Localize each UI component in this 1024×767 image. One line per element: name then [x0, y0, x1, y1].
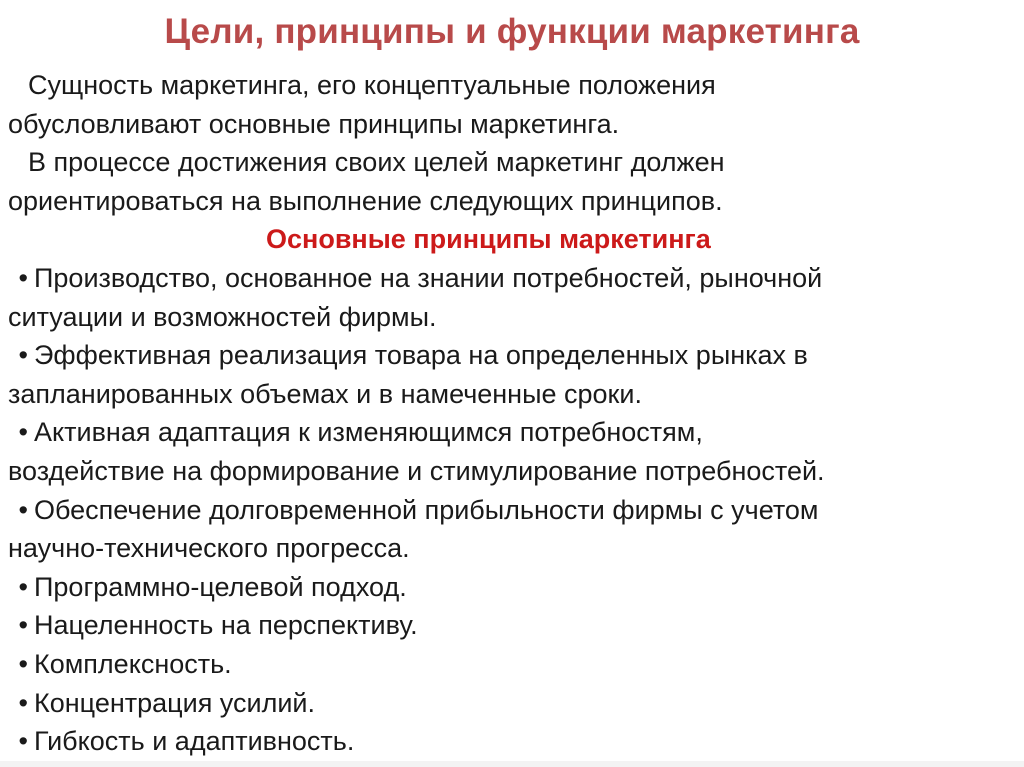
bullet-icon: •: [18, 494, 28, 525]
bullet-item-8: [8, 684, 1008, 723]
bullet-icon: •: [18, 340, 28, 371]
bullet-item-2-lead: Эффективная реализация товара на определенных рынках в: [34, 340, 808, 371]
bullet-item-6-lead: Нацеленность на перспективу.: [34, 610, 418, 641]
bullet-item-1-lead: Производство, основанное на знании потребностей, рыночной: [34, 262, 823, 293]
intro-paragraph-2: [8, 143, 1008, 220]
slide-body: [8, 66, 1008, 761]
bullet-icon: •: [18, 726, 28, 757]
bullet-icon: •: [18, 687, 28, 718]
bullet-icon: •: [18, 648, 28, 679]
bullet-item-6: [8, 606, 1008, 645]
intro-paragraph-1: [8, 66, 1008, 143]
bullet-item-4-rest: научно-технического прогресса.: [8, 533, 410, 564]
bullet-item-4-lead: Обеспечение долговременной прибыльности фирмы с учетом: [34, 494, 819, 525]
bullet-item-2: [8, 336, 1008, 413]
intro-paragraph-2-rest: ориентироваться на выполнение следующих принципов.: [8, 185, 723, 216]
bullet-item-7-lead: Комплексность.: [34, 648, 232, 679]
bullet-item-1: [8, 259, 1008, 336]
bullet-item-9-lead: Гибкость и адаптивность.: [34, 726, 355, 757]
bullet-item-4: [8, 491, 1008, 568]
bullet-item-9: [8, 722, 1008, 761]
intro-paragraph-1-lead: Сущность маркетинга, его концептуальные положения: [28, 70, 716, 100]
bullet-icon: •: [18, 610, 28, 641]
bullet-item-5-lead: Программно-целевой подход.: [34, 571, 407, 602]
bottom-divider: [0, 761, 1024, 767]
principles-subheading: Основные принципы маркетинга: [266, 224, 711, 255]
bullet-item-2-rest: запланированных объемах и в намеченные сроки.: [8, 378, 642, 409]
bullet-item-8-lead: Концентрация усилий.: [34, 687, 316, 718]
intro-paragraph-1-rest: обусловливают основные принципы маркетинга.: [8, 108, 620, 139]
slide-title: Цели, принципы и функции маркетинга: [164, 12, 860, 51]
bullet-icon: •: [18, 417, 28, 448]
intro-paragraph-2-lead: В процессе достижения своих целей маркетинг должен: [28, 147, 725, 178]
bullet-item-3-lead: Активная адаптация к изменяющимся потребностям,: [34, 417, 703, 448]
bullet-icon: •: [18, 571, 28, 602]
bullet-item-7: [8, 645, 1008, 684]
bullet-item-3-rest: воздействие на формирование и стимулирование потребностей.: [8, 455, 825, 486]
bullet-item-3: [8, 413, 1008, 490]
bullet-icon: •: [18, 262, 28, 293]
bullet-item-5: [8, 568, 1008, 607]
bullet-item-1-rest: ситуации и возможностей фирмы.: [8, 301, 437, 332]
